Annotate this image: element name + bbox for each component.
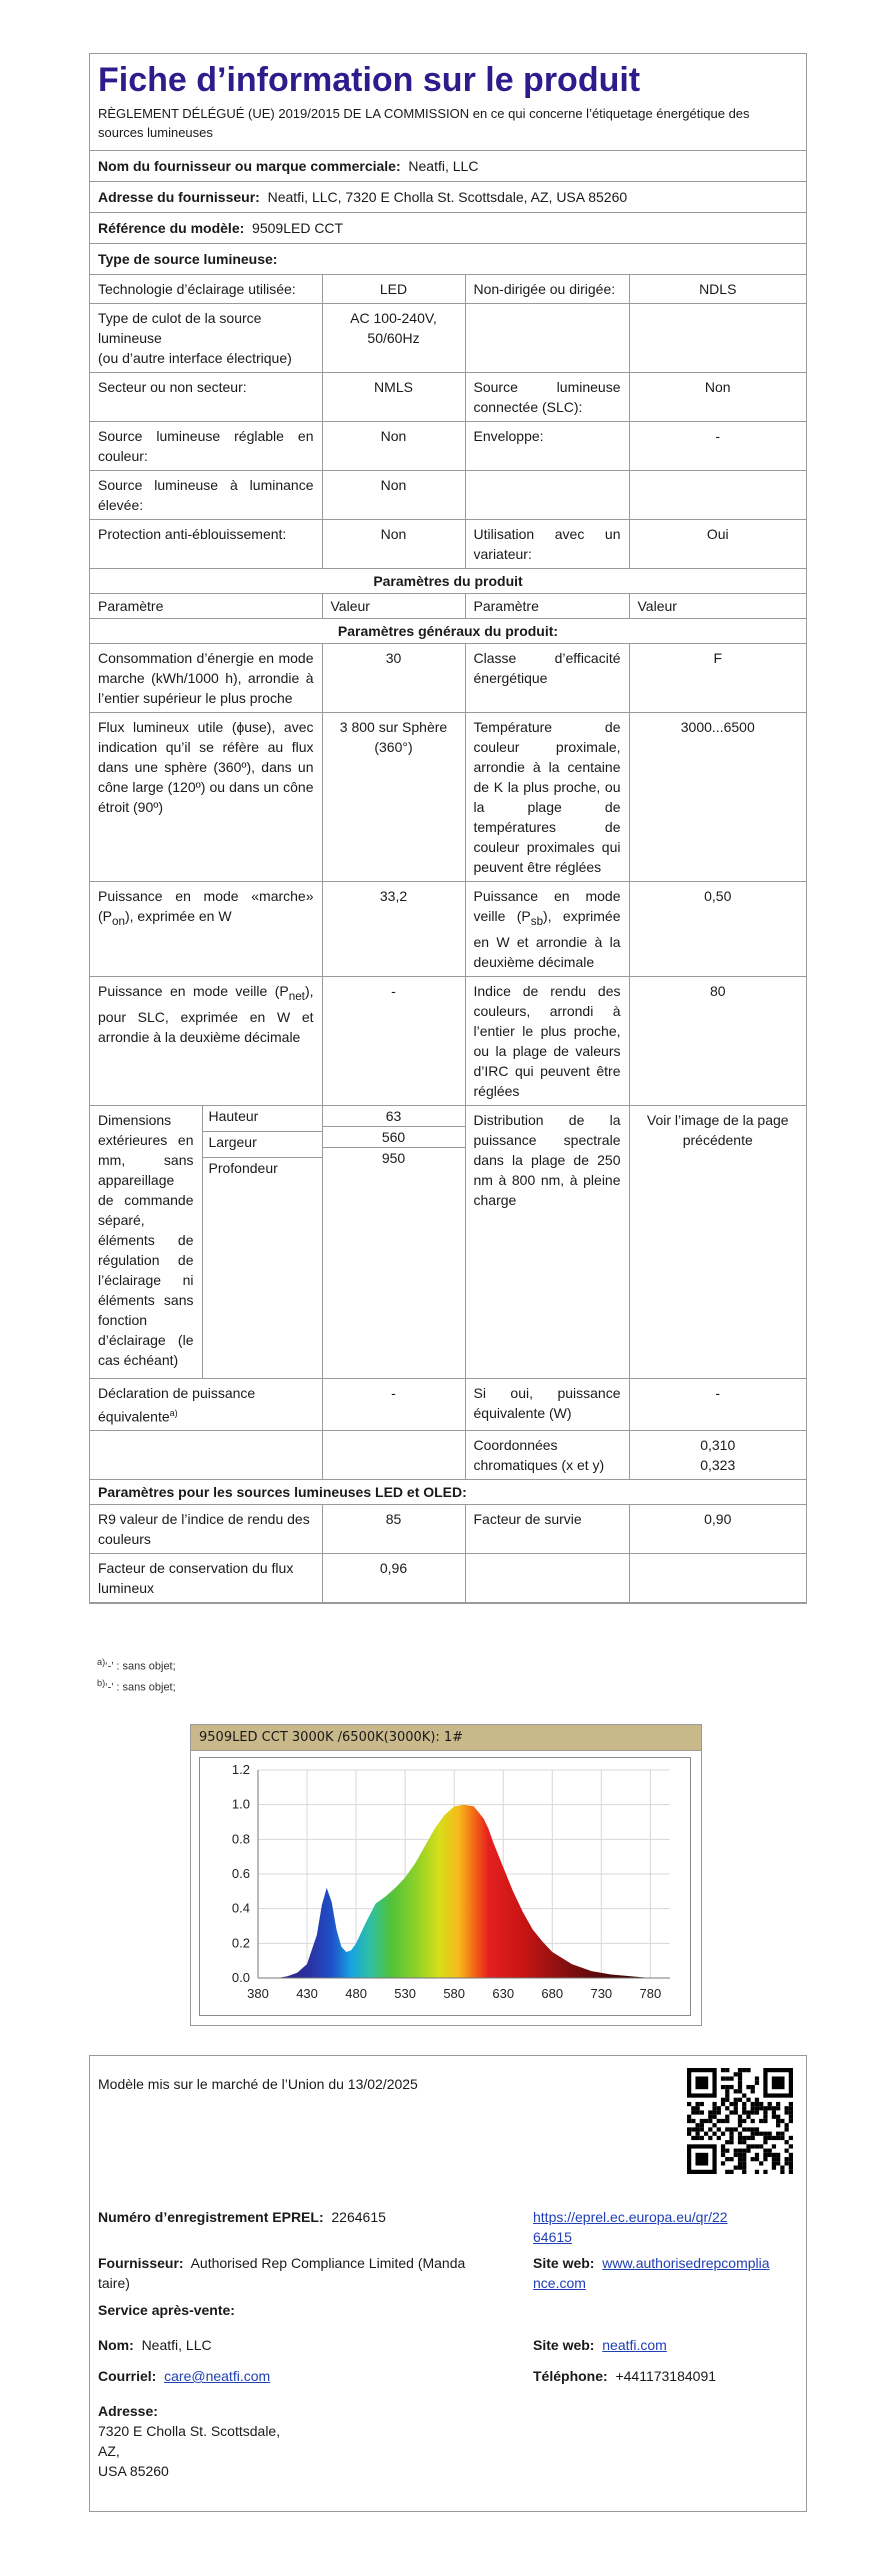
y-tick-label: 0.4	[231, 1900, 250, 1916]
cri-value: 80	[629, 976, 806, 1105]
mail-row	[98, 2366, 270, 2386]
model-row	[90, 213, 806, 244]
eprel-link-line2[interactable]: 64615	[533, 2229, 572, 2245]
type-cell	[465, 304, 629, 373]
product-info-sheet	[89, 53, 807, 1604]
x-tick-label: 730	[590, 1986, 613, 2001]
type-cell: Protection anti-éblouissement:	[90, 520, 322, 569]
table-row	[90, 644, 806, 713]
address-block	[98, 2401, 280, 2481]
supplier-name-row	[90, 151, 806, 182]
type-cell: NDLS	[629, 275, 806, 304]
table-row	[90, 1480, 806, 1505]
supplier-site-link-end[interactable]: nce.com	[533, 2275, 586, 2291]
table-row	[90, 422, 806, 471]
service-site-label: Site web:	[533, 2337, 595, 2353]
supplier-row	[98, 2253, 465, 2293]
eprel-row	[98, 2207, 386, 2227]
psb-value: 0,50	[629, 882, 806, 977]
cct-value: 3000...6500	[629, 713, 806, 882]
service-site-link[interactable]: neatfi.com	[602, 2337, 667, 2353]
type-cell: Source lumineuse réglable en couleur:	[90, 422, 322, 471]
type-cell: Non	[629, 373, 806, 422]
empty-cell	[90, 1431, 322, 1480]
y-tick-label: 0.2	[231, 1935, 250, 1951]
y-tick-label: 0.8	[231, 1831, 250, 1847]
service-site-row	[533, 2335, 667, 2355]
service-name-label: Nom:	[98, 2337, 134, 2353]
type-cell: Oui	[629, 520, 806, 569]
footnote-a-text: ‘-’ : sans objet;	[105, 1660, 176, 1673]
supplier-address-label: Adresse du fournisseur:	[98, 189, 260, 205]
x-tick-label: 380	[247, 1986, 269, 2001]
supplier-site-link[interactable]: www.authorisedrepcomplia	[602, 2255, 770, 2271]
width-value: 560	[323, 1127, 465, 1148]
dimensions-cell	[90, 1105, 322, 1378]
page-title: Fiche d’information sur le produit	[98, 61, 641, 99]
psb-sub: sb	[530, 914, 544, 928]
led-params-title: Paramètres pour les sources lumineuses LED et OLED:	[90, 1480, 806, 1505]
socket-label-note: (ou d’autre interface électrique)	[98, 350, 292, 366]
pnet-sub: net	[288, 989, 305, 1003]
survival-value: 0,90	[629, 1505, 806, 1554]
service-title: Service après-vente:	[98, 2302, 235, 2318]
table-row	[90, 882, 806, 977]
mail-link[interactable]: care@neatfi.com	[164, 2368, 271, 2384]
socket-label: Type de culot de la source lumineuse	[98, 310, 262, 346]
dimensions-subtable	[90, 1106, 322, 1378]
general-params-title: Paramètres généraux du produit:	[90, 619, 806, 644]
type-cell: LED	[322, 275, 465, 304]
type-cell: AC 100-240V, 50/60Hz	[322, 304, 465, 373]
height-value: 63	[323, 1106, 465, 1127]
depth-label: Profondeur	[208, 1159, 278, 1176]
spectrum-svg	[200, 1758, 690, 2015]
efficiency-value: F	[629, 644, 806, 713]
table-row	[90, 713, 806, 882]
y-tick-label: 1.2	[231, 1762, 250, 1777]
params-title: Paramètres du produit	[90, 569, 806, 594]
cct-label: Température de couleur proximale, arrondie à la centaine de K la plus proche, ou la plage de températures de couleur proximales qui peuvent être réglées	[465, 713, 629, 882]
empty-cell	[322, 1431, 465, 1480]
y-tick-label: 0.6	[231, 1866, 250, 1881]
psb-label-text-end: ), exprimée en W et arrondie à la deuxième décimale	[473, 908, 621, 970]
empty-cell	[629, 1554, 806, 1603]
x-tick-label: 780	[639, 1986, 662, 2001]
y-tick-label: 1.0	[231, 1796, 250, 1812]
supplier-name-value: Neatfi, LLC	[408, 158, 479, 174]
type-cell: Non	[322, 471, 465, 520]
type-cell	[465, 471, 629, 520]
x-tick-label: 480	[345, 1986, 367, 2001]
y-tick-label: 0.0	[231, 1970, 250, 1985]
spd-value: Voir l’image de la page précédente	[629, 1105, 806, 1378]
col-header: Paramètre	[90, 594, 322, 619]
service-name-row	[98, 2335, 212, 2355]
type-cell: Source lumineuse à luminance élevée:	[90, 471, 322, 520]
x-tick-label: 580	[443, 1986, 466, 2001]
maintenance-label: Facteur de conservation du flux lumineux	[90, 1554, 322, 1603]
x-tick-label: 530	[394, 1986, 416, 2001]
spd-label: Distribution de la puissance spectrale dans la plage de 250 nm à 800 nm, à pleine charge	[465, 1105, 629, 1378]
type-cell: Non-dirigée ou dirigée:	[465, 275, 629, 304]
pnet-label-text: Puissance en mode veille (P	[98, 982, 289, 999]
table-row	[90, 304, 806, 373]
type-cell: -	[629, 422, 806, 471]
chroma-y: 0,323	[700, 1457, 736, 1474]
type-cell: Non	[322, 520, 465, 569]
footnote-b	[97, 1678, 176, 1694]
type-cell: NMLS	[322, 373, 465, 422]
col-header: Valeur	[629, 594, 806, 619]
supplier-site-label: Site web:	[533, 2255, 595, 2271]
bottom-panel	[89, 2055, 807, 2512]
type-section-title: Type de source lumineuse:	[90, 244, 806, 275]
type-cell: Non	[322, 422, 465, 471]
eprel-link-line1[interactable]: https://eprel.ec.europa.eu/qr/22	[533, 2209, 728, 2225]
table-row	[90, 1505, 806, 1554]
flux-label: Flux lumineux utile (ɸuse), avec indication qu’il se réfère au flux dans une sphère (360º), dans un cône large (120º) ou dans un cône étroit (90º)	[90, 713, 322, 882]
eprel-value: 2264615	[331, 2209, 386, 2225]
survival-label: Facteur de survie	[465, 1505, 629, 1554]
address-line: USA 85260	[98, 2463, 169, 2479]
table-row	[90, 471, 806, 520]
x-tick-label: 630	[492, 1986, 515, 2001]
spectrum-area	[258, 1805, 650, 1978]
service-name-value: Neatfi, LLC	[141, 2337, 212, 2353]
type-table	[90, 275, 806, 1603]
phone-value: +441173184091	[615, 2368, 717, 2384]
dimensions-values	[322, 1105, 465, 1378]
footnote-b-text: ‘-’ : sans objet;	[105, 1681, 176, 1694]
type-cell: Technologie d’éclairage utilisée:	[90, 275, 322, 304]
eprel-label: Numéro d’enregistrement EPREL:	[98, 2209, 324, 2225]
equiv-value: -	[322, 1378, 465, 1431]
pon-label-text: Puissance en mode «marche» (P	[98, 888, 314, 924]
empty-cell	[465, 1554, 629, 1603]
model-value: 9509LED CCT	[252, 220, 344, 236]
market-text: Modèle mis sur le marché de l’Union du 13/02/2025	[98, 2076, 418, 2092]
col-header: Valeur	[322, 594, 465, 619]
type-cell	[629, 304, 806, 373]
footnote-b-mark: b)	[97, 1678, 106, 1688]
spectrum-chart	[190, 1724, 702, 2026]
eprel-link[interactable]	[533, 2207, 728, 2247]
pon-sub: on	[112, 914, 125, 928]
footnote-a-mark: a)	[97, 1657, 106, 1667]
chart-title: 9509LED CCT 3000K /6500K(3000K): 1#	[191, 1725, 701, 1751]
supplier-address-value: Neatfi, LLC, 7320 E Cholla St. Scottsdale, AZ, USA 85260	[267, 189, 628, 205]
type-cell: Secteur ou non secteur:	[90, 373, 322, 422]
table-row	[90, 275, 806, 304]
phone-row	[533, 2366, 716, 2386]
r9-label: R9 valeur de l’indice de rendu des couleurs	[90, 1505, 322, 1554]
footnote-a	[97, 1657, 176, 1673]
table-row	[90, 373, 806, 422]
table-row	[90, 594, 806, 619]
chroma-x: 0,310	[700, 1437, 736, 1454]
supplier-site-row	[533, 2253, 770, 2293]
equiv-label	[90, 1378, 322, 1431]
type-cell	[629, 471, 806, 520]
efficiency-label: Classe d’efficacité énergétique	[465, 644, 629, 713]
mail-label: Courriel:	[98, 2368, 157, 2384]
chroma-values	[629, 1431, 806, 1480]
qr-code-icon	[687, 2068, 793, 2174]
table-row	[90, 976, 806, 1105]
table-row	[90, 520, 806, 569]
regulation-subtitle: RÈGLEMENT DÉLÉGUÉ (UE) 2019/2015 DE LA COMMISSION en ce qui concerne l’étiquetage énergétique des sources lumineuses	[90, 102, 806, 151]
depth-value: 950	[381, 1149, 406, 1166]
table-row	[90, 619, 806, 644]
address-line: 7320 E Cholla St. Scottsdale,	[98, 2423, 281, 2439]
chroma-label: Coordonnées chromatiques (x et y)	[465, 1431, 629, 1480]
model-label: Référence du modèle:	[98, 220, 245, 236]
psb-label-text: Puissance en mode veille (P	[473, 888, 621, 924]
chart-frame	[199, 1757, 691, 2016]
type-cell: Enveloppe:	[465, 422, 629, 471]
pon-label	[90, 882, 322, 977]
pon-value: 33,2	[322, 882, 465, 977]
table-row	[90, 569, 806, 594]
type-cell	[90, 304, 322, 373]
col-header: Paramètre	[465, 594, 629, 619]
pnet-label	[90, 976, 322, 1105]
flux-value: 3 800 sur Sphère (360°)	[322, 713, 465, 882]
table-row	[90, 1105, 806, 1378]
r9-value: 85	[322, 1505, 465, 1554]
maintenance-value: 0,96	[322, 1554, 465, 1603]
address-line: AZ,	[98, 2443, 120, 2459]
pon-label-text-end: ), exprimée en W	[124, 908, 232, 924]
dimensions-label: Dimensions extérieures en mm, sans appareillage de commande séparé, éléments de régulation de l’éclairage ni éléments sans fonction d’éclairage (le cas échéant)	[90, 1106, 202, 1378]
equiv-w-value: -	[629, 1378, 806, 1431]
supplier-label: Fournisseur:	[98, 2255, 184, 2271]
supplier-value-end: taire)	[98, 2275, 130, 2291]
height-label: Hauteur	[202, 1106, 322, 1131]
x-tick-label: 430	[296, 1986, 318, 2001]
x-tick-label: 680	[541, 1986, 564, 2001]
psb-label	[465, 882, 629, 977]
consumption-value: 30	[322, 644, 465, 713]
table-row	[90, 1554, 806, 1603]
consumption-label: Consommation d’énergie en mode marche (kWh/1000 h), arrondie à l’entier supérieur le plus proche	[90, 644, 322, 713]
table-row	[90, 1378, 806, 1431]
cri-label: Indice de rendu des couleurs, arrondi à l’entier le plus proche, ou la plage de valeurs d’IRC qui peuvent être réglées	[465, 976, 629, 1105]
pnet-label-text-end: ), pour SLC, exprimée en W et arrondie à la deuxième décimale	[98, 982, 314, 1045]
type-cell: Utilisation avec un variateur:	[465, 520, 629, 569]
width-label: Largeur	[202, 1131, 322, 1157]
address-label: Adresse:	[98, 2403, 158, 2419]
supplier-value: Authorised Rep Compliance Limited (Manda	[190, 2255, 466, 2271]
supplier-address-row	[90, 182, 806, 213]
type-cell: Source lumineuse connectée (SLC):	[465, 373, 629, 422]
equiv-w-label: Si oui, puissance équivalente (W)	[465, 1378, 629, 1431]
supplier-name-label: Nom du fournisseur ou marque commerciale:	[98, 158, 401, 174]
pnet-value: -	[322, 976, 465, 1105]
equiv-sup: a)	[169, 1407, 178, 1418]
phone-label: Téléphone:	[533, 2368, 608, 2384]
equiv-label-text: Déclaration de puissance équivalente	[98, 1384, 256, 1425]
table-row	[90, 1431, 806, 1480]
